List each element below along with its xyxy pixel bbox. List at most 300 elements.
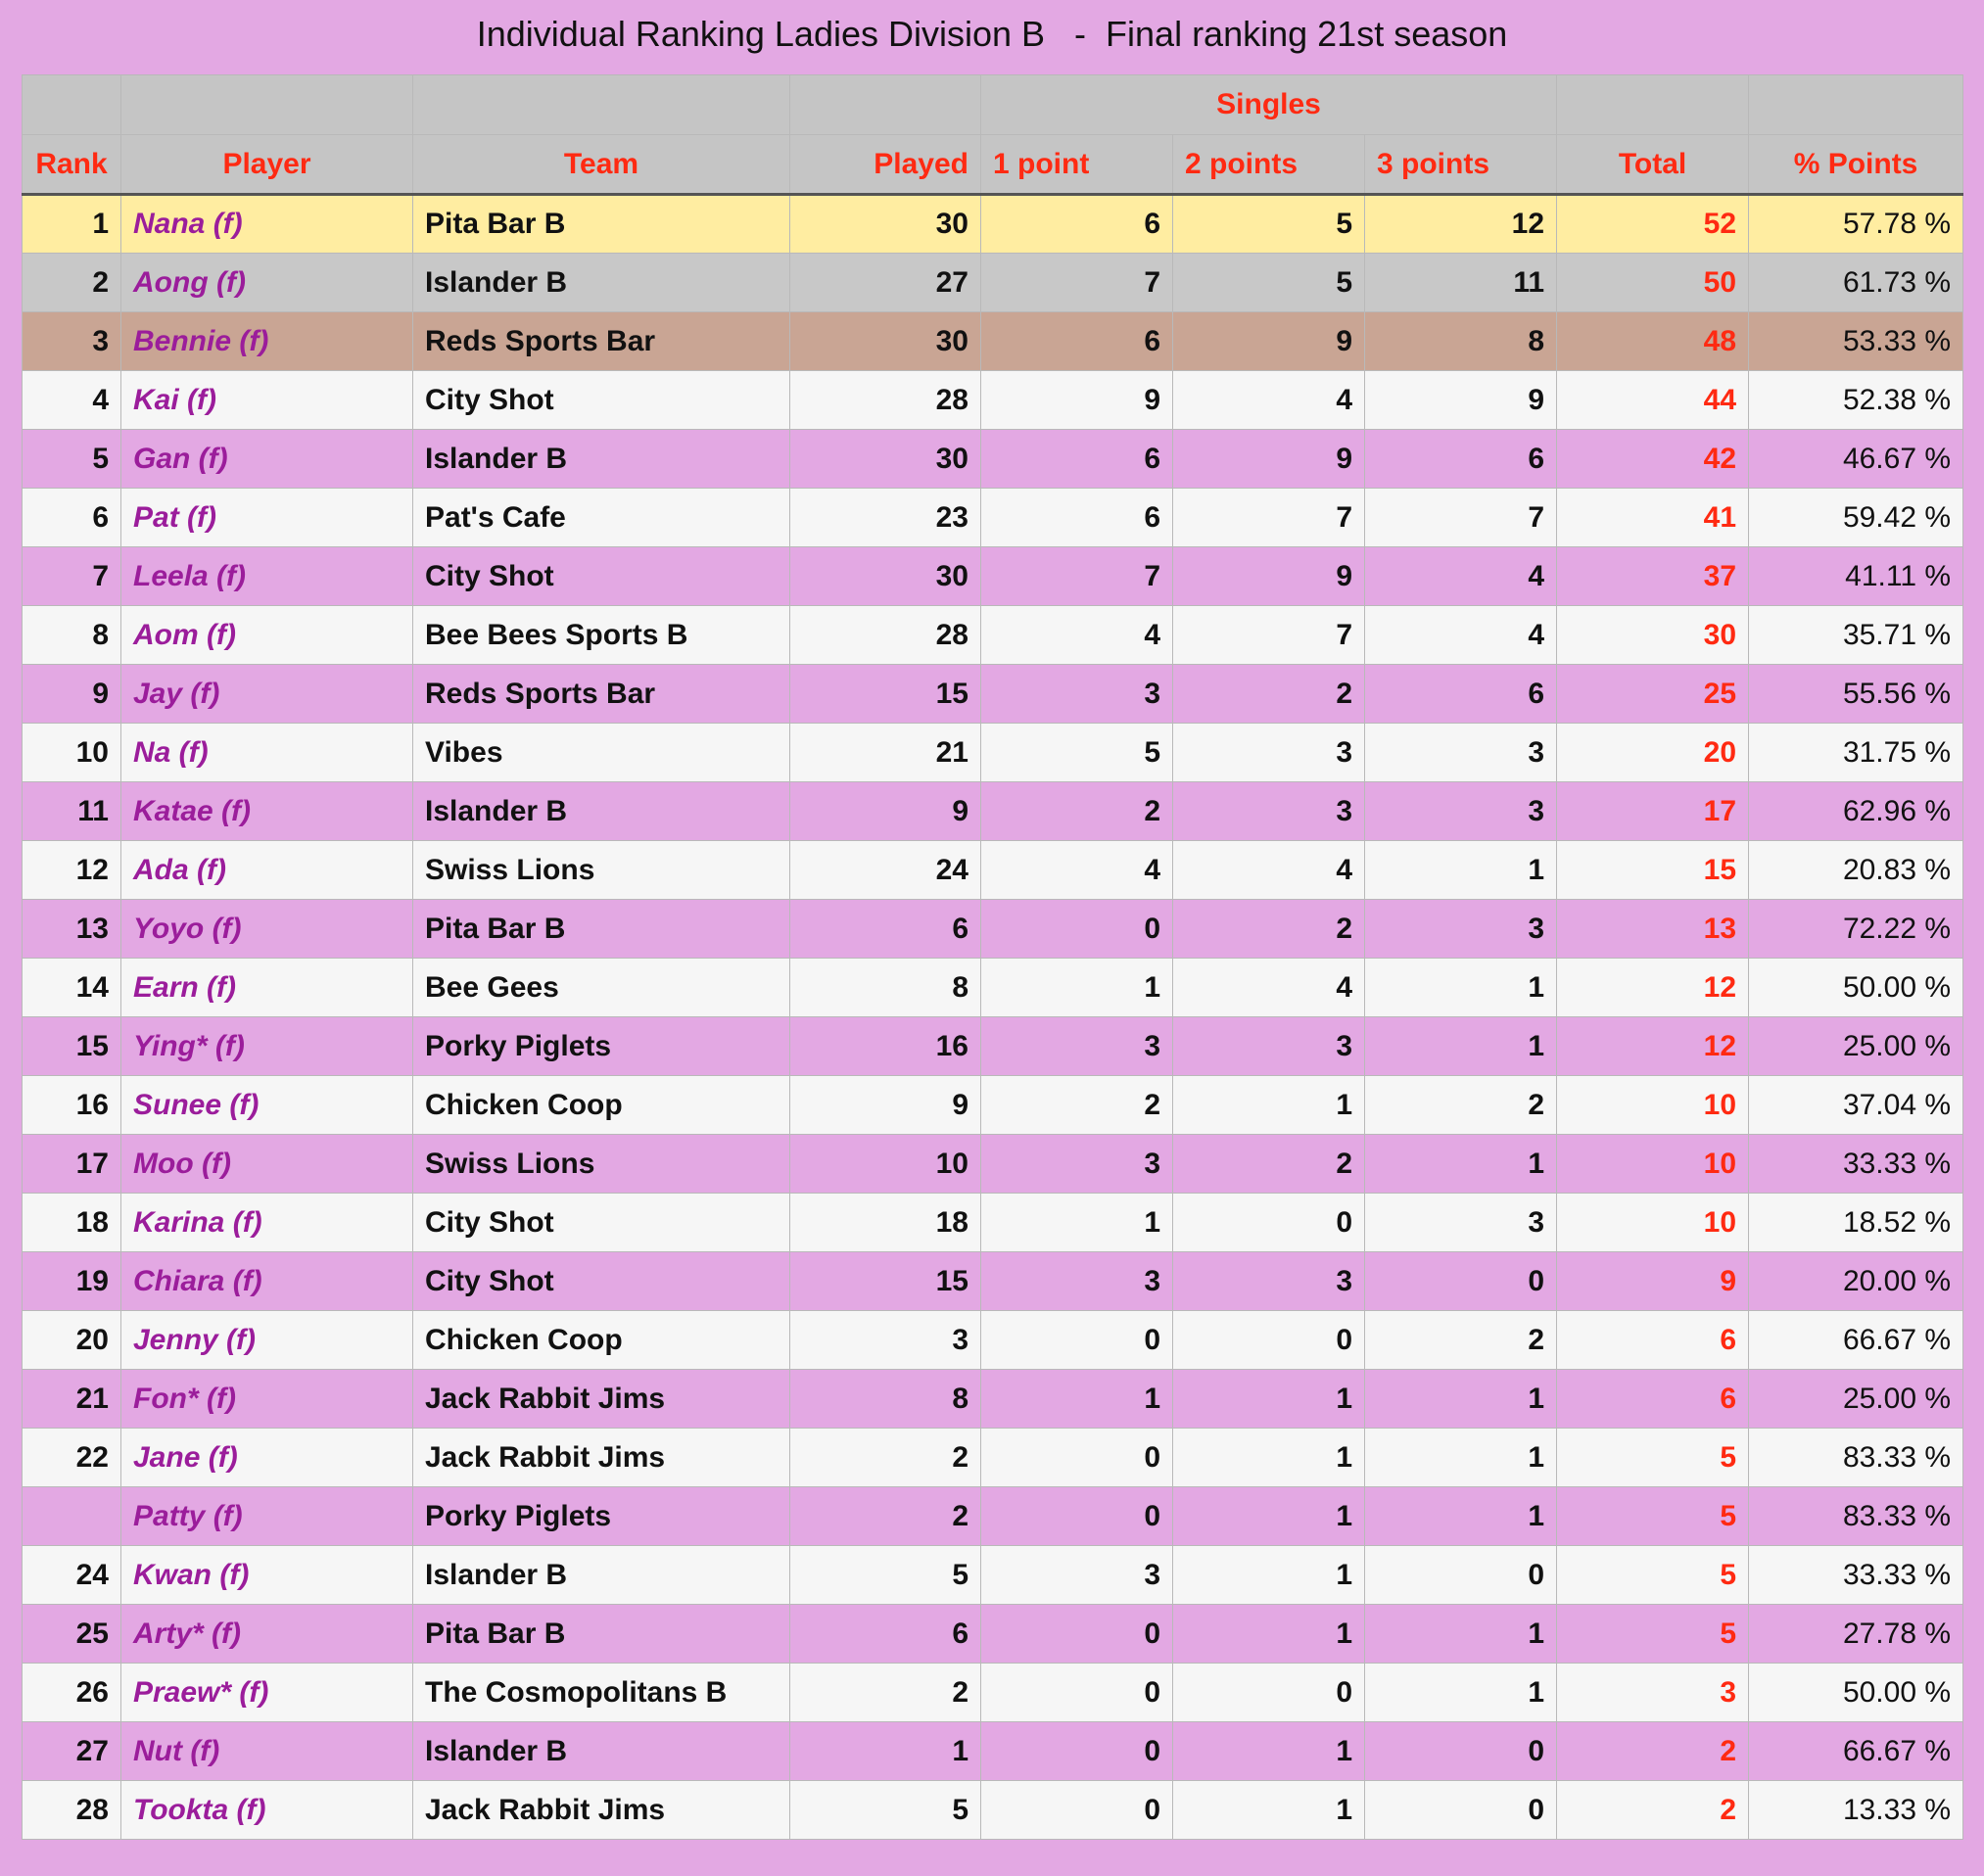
group-header-empty <box>790 75 981 135</box>
table-row <box>23 489 1963 547</box>
one-point-cell: 0 <box>981 1311 1173 1370</box>
rank-cell: 27 <box>23 1722 121 1781</box>
team-cell: Swiss Lions <box>413 1135 790 1194</box>
one-point-cell: 6 <box>981 489 1173 547</box>
column-header-player[interactable]: Player <box>121 135 413 195</box>
total-cell: 9 <box>1557 1252 1749 1311</box>
team-cell: Jack Rabbit Jims <box>413 1429 790 1487</box>
percent-points-cell: 41.11 % <box>1749 547 1963 606</box>
two-points-cell: 1 <box>1173 1781 1365 1840</box>
one-point-cell: 2 <box>981 1076 1173 1135</box>
one-point-cell: 0 <box>981 1781 1173 1840</box>
three-points-cell: 2 <box>1365 1311 1557 1370</box>
played-cell: 30 <box>790 547 981 606</box>
rank-cell: 2 <box>23 254 121 312</box>
total-cell: 37 <box>1557 547 1749 606</box>
three-points-cell: 3 <box>1365 782 1557 841</box>
group-header-empty <box>1749 75 1963 135</box>
two-points-cell: 0 <box>1173 1664 1365 1722</box>
one-point-cell: 4 <box>981 606 1173 665</box>
total-cell: 12 <box>1557 959 1749 1017</box>
player-cell: Aong (f) <box>121 254 413 312</box>
column-header-2-points[interactable]: 2 points <box>1173 135 1365 195</box>
table-row <box>23 841 1963 900</box>
column-header-rank[interactable]: Rank <box>23 135 121 195</box>
one-point-cell: 9 <box>981 371 1173 430</box>
two-points-cell: 9 <box>1173 547 1365 606</box>
three-points-cell: 0 <box>1365 1722 1557 1781</box>
three-points-cell: 1 <box>1365 1487 1557 1546</box>
rank-cell: 7 <box>23 547 121 606</box>
table-row <box>23 1252 1963 1311</box>
column-header-1-point[interactable]: 1 point <box>981 135 1173 195</box>
played-cell: 30 <box>790 312 981 371</box>
table-row <box>23 724 1963 782</box>
rank-cell: 20 <box>23 1311 121 1370</box>
percent-points-cell: 13.33 % <box>1749 1781 1963 1840</box>
rank-cell: 5 <box>23 430 121 489</box>
three-points-cell: 1 <box>1365 1370 1557 1429</box>
one-point-cell: 3 <box>981 665 1173 724</box>
played-cell: 30 <box>790 195 981 254</box>
percent-points-cell: 20.00 % <box>1749 1252 1963 1311</box>
column-header-percent-points[interactable]: % Points <box>1749 135 1963 195</box>
one-point-cell: 2 <box>981 782 1173 841</box>
player-cell: Jay (f) <box>121 665 413 724</box>
total-cell: 6 <box>1557 1370 1749 1429</box>
ranking-table <box>22 74 1963 1840</box>
team-cell: Porky Piglets <box>413 1017 790 1076</box>
rank-cell: 13 <box>23 900 121 959</box>
table-row <box>23 1370 1963 1429</box>
table-row <box>23 1781 1963 1840</box>
page-title: Individual Ranking Ladies Division B - Final ranking 21st season <box>476 14 1508 54</box>
table-row <box>23 254 1963 312</box>
player-cell: Bennie (f) <box>121 312 413 371</box>
player-cell: Pat (f) <box>121 489 413 547</box>
team-cell: Jack Rabbit Jims <box>413 1781 790 1840</box>
played-cell: 16 <box>790 1017 981 1076</box>
total-cell: 5 <box>1557 1605 1749 1664</box>
player-cell: Kwan (f) <box>121 1546 413 1605</box>
three-points-cell: 1 <box>1365 1664 1557 1722</box>
percent-points-cell: 62.96 % <box>1749 782 1963 841</box>
played-cell: 6 <box>790 900 981 959</box>
group-header-empty <box>23 75 121 135</box>
one-point-cell: 4 <box>981 841 1173 900</box>
team-cell: City Shot <box>413 1194 790 1252</box>
played-cell: 9 <box>790 1076 981 1135</box>
total-cell: 52 <box>1557 195 1749 254</box>
three-points-cell: 4 <box>1365 606 1557 665</box>
table-row <box>23 1429 1963 1487</box>
played-cell: 18 <box>790 1194 981 1252</box>
two-points-cell: 7 <box>1173 489 1365 547</box>
table-row <box>23 1017 1963 1076</box>
player-cell: Gan (f) <box>121 430 413 489</box>
played-cell: 30 <box>790 430 981 489</box>
two-points-cell: 3 <box>1173 782 1365 841</box>
played-cell: 15 <box>790 1252 981 1311</box>
player-cell: Patty (f) <box>121 1487 413 1546</box>
three-points-cell: 3 <box>1365 724 1557 782</box>
one-point-cell: 0 <box>981 1429 1173 1487</box>
percent-points-cell: 52.38 % <box>1749 371 1963 430</box>
played-cell: 21 <box>790 724 981 782</box>
team-cell: Reds Sports Bar <box>413 312 790 371</box>
two-points-cell: 0 <box>1173 1194 1365 1252</box>
table-row <box>23 371 1963 430</box>
percent-points-cell: 27.78 % <box>1749 1605 1963 1664</box>
rank-cell: 11 <box>23 782 121 841</box>
percent-points-cell: 20.83 % <box>1749 841 1963 900</box>
total-cell: 3 <box>1557 1664 1749 1722</box>
rank-cell: 19 <box>23 1252 121 1311</box>
column-header-total[interactable]: Total <box>1557 135 1749 195</box>
one-point-cell: 5 <box>981 724 1173 782</box>
player-cell: Arty* (f) <box>121 1605 413 1664</box>
team-cell: Islander B <box>413 1546 790 1605</box>
team-cell: City Shot <box>413 1252 790 1311</box>
percent-points-cell: 50.00 % <box>1749 1664 1963 1722</box>
two-points-cell: 5 <box>1173 195 1365 254</box>
percent-points-cell: 59.42 % <box>1749 489 1963 547</box>
played-cell: 1 <box>790 1722 981 1781</box>
team-cell: Swiss Lions <box>413 841 790 900</box>
played-cell: 8 <box>790 1370 981 1429</box>
one-point-cell: 7 <box>981 254 1173 312</box>
table-row <box>23 1487 1963 1546</box>
played-cell: 2 <box>790 1429 981 1487</box>
percent-points-cell: 50.00 % <box>1749 959 1963 1017</box>
total-cell: 15 <box>1557 841 1749 900</box>
percent-points-cell: 33.33 % <box>1749 1546 1963 1605</box>
three-points-cell: 12 <box>1365 195 1557 254</box>
total-cell: 25 <box>1557 665 1749 724</box>
one-point-cell: 7 <box>981 547 1173 606</box>
table-row <box>23 1311 1963 1370</box>
player-cell: Jane (f) <box>121 1429 413 1487</box>
percent-points-cell: 33.33 % <box>1749 1135 1963 1194</box>
team-cell: City Shot <box>413 371 790 430</box>
two-points-cell: 9 <box>1173 312 1365 371</box>
percent-points-cell: 66.67 % <box>1749 1311 1963 1370</box>
table-row <box>23 1076 1963 1135</box>
rank-cell: 24 <box>23 1546 121 1605</box>
player-cell: Praew* (f) <box>121 1664 413 1722</box>
two-points-cell: 1 <box>1173 1546 1365 1605</box>
column-header-3-points[interactable]: 3 points <box>1365 135 1557 195</box>
table-row <box>23 1605 1963 1664</box>
rank-cell: 6 <box>23 489 121 547</box>
rank-cell: 10 <box>23 724 121 782</box>
team-cell: Porky Piglets <box>413 1487 790 1546</box>
team-cell: Vibes <box>413 724 790 782</box>
one-point-cell: 1 <box>981 1370 1173 1429</box>
three-points-cell: 0 <box>1365 1252 1557 1311</box>
total-cell: 2 <box>1557 1781 1749 1840</box>
rank-cell: 21 <box>23 1370 121 1429</box>
rank-cell: 28 <box>23 1781 121 1840</box>
rank-cell: 1 <box>23 195 121 254</box>
percent-points-cell: 18.52 % <box>1749 1194 1963 1252</box>
table-row <box>23 1722 1963 1781</box>
column-header-row <box>23 135 1963 195</box>
percent-points-cell: 61.73 % <box>1749 254 1963 312</box>
percent-points-cell: 66.67 % <box>1749 1722 1963 1781</box>
group-header-empty <box>1557 75 1749 135</box>
two-points-cell: 9 <box>1173 430 1365 489</box>
team-cell: City Shot <box>413 547 790 606</box>
two-points-cell: 1 <box>1173 1076 1365 1135</box>
two-points-cell: 1 <box>1173 1487 1365 1546</box>
table-row <box>23 547 1963 606</box>
total-cell: 5 <box>1557 1429 1749 1487</box>
total-cell: 50 <box>1557 254 1749 312</box>
three-points-cell: 9 <box>1365 371 1557 430</box>
two-points-cell: 2 <box>1173 1135 1365 1194</box>
played-cell: 6 <box>790 1605 981 1664</box>
percent-points-cell: 25.00 % <box>1749 1370 1963 1429</box>
table-row <box>23 1194 1963 1252</box>
table-row <box>23 312 1963 371</box>
player-cell: Na (f) <box>121 724 413 782</box>
table-row <box>23 1135 1963 1194</box>
team-cell: Islander B <box>413 430 790 489</box>
rank-cell: 18 <box>23 1194 121 1252</box>
team-cell: Bee Gees <box>413 959 790 1017</box>
total-cell: 5 <box>1557 1546 1749 1605</box>
three-points-cell: 3 <box>1365 900 1557 959</box>
two-points-cell: 7 <box>1173 606 1365 665</box>
three-points-cell: 11 <box>1365 254 1557 312</box>
player-cell: Jenny (f) <box>121 1311 413 1370</box>
rank-cell <box>23 1487 121 1546</box>
rank-cell: 25 <box>23 1605 121 1664</box>
table-row <box>23 1664 1963 1722</box>
team-cell: Islander B <box>413 1722 790 1781</box>
player-cell: Sunee (f) <box>121 1076 413 1135</box>
table-row <box>23 195 1963 254</box>
percent-points-cell: 55.56 % <box>1749 665 1963 724</box>
total-cell: 12 <box>1557 1017 1749 1076</box>
one-point-cell: 3 <box>981 1546 1173 1605</box>
one-point-cell: 0 <box>981 1664 1173 1722</box>
player-cell: Kai (f) <box>121 371 413 430</box>
three-points-cell: 8 <box>1365 312 1557 371</box>
played-cell: 24 <box>790 841 981 900</box>
percent-points-cell: 35.71 % <box>1749 606 1963 665</box>
three-points-cell: 4 <box>1365 547 1557 606</box>
player-cell: Yoyo (f) <box>121 900 413 959</box>
played-cell: 15 <box>790 665 981 724</box>
team-cell: Pita Bar B <box>413 900 790 959</box>
rank-cell: 16 <box>23 1076 121 1135</box>
rank-cell: 8 <box>23 606 121 665</box>
two-points-cell: 1 <box>1173 1429 1365 1487</box>
rank-cell: 3 <box>23 312 121 371</box>
percent-points-cell: 25.00 % <box>1749 1017 1963 1076</box>
player-cell: Ada (f) <box>121 841 413 900</box>
one-point-cell: 3 <box>981 1135 1173 1194</box>
played-cell: 2 <box>790 1664 981 1722</box>
played-cell: 9 <box>790 782 981 841</box>
two-points-cell: 3 <box>1173 1252 1365 1311</box>
column-header-played[interactable]: Played <box>790 135 981 195</box>
played-cell: 8 <box>790 959 981 1017</box>
table-row <box>23 606 1963 665</box>
total-cell: 10 <box>1557 1076 1749 1135</box>
singles-group-header: Singles <box>981 75 1557 135</box>
player-cell: Leela (f) <box>121 547 413 606</box>
total-cell: 10 <box>1557 1194 1749 1252</box>
three-points-cell: 1 <box>1365 1429 1557 1487</box>
team-cell: Chicken Coop <box>413 1311 790 1370</box>
three-points-cell: 6 <box>1365 430 1557 489</box>
total-cell: 13 <box>1557 900 1749 959</box>
one-point-cell: 6 <box>981 430 1173 489</box>
three-points-cell: 3 <box>1365 1194 1557 1252</box>
group-header-empty <box>121 75 413 135</box>
one-point-cell: 0 <box>981 1487 1173 1546</box>
total-cell: 2 <box>1557 1722 1749 1781</box>
player-cell: Nut (f) <box>121 1722 413 1781</box>
one-point-cell: 1 <box>981 1194 1173 1252</box>
team-cell: Bee Bees Sports B <box>413 606 790 665</box>
two-points-cell: 0 <box>1173 1311 1365 1370</box>
three-points-cell: 6 <box>1365 665 1557 724</box>
total-cell: 44 <box>1557 371 1749 430</box>
played-cell: 5 <box>790 1781 981 1840</box>
one-point-cell: 0 <box>981 900 1173 959</box>
two-points-cell: 1 <box>1173 1722 1365 1781</box>
three-points-cell: 1 <box>1365 1135 1557 1194</box>
percent-points-cell: 57.78 % <box>1749 195 1963 254</box>
rank-cell: 14 <box>23 959 121 1017</box>
two-points-cell: 1 <box>1173 1370 1365 1429</box>
total-cell: 17 <box>1557 782 1749 841</box>
total-cell: 48 <box>1557 312 1749 371</box>
rank-cell: 12 <box>23 841 121 900</box>
three-points-cell: 0 <box>1365 1546 1557 1605</box>
team-cell: Pita Bar B <box>413 1605 790 1664</box>
table-row <box>23 665 1963 724</box>
three-points-cell: 0 <box>1365 1781 1557 1840</box>
group-header-empty <box>413 75 790 135</box>
player-cell: Moo (f) <box>121 1135 413 1194</box>
player-cell: Nana (f) <box>121 195 413 254</box>
player-cell: Katae (f) <box>121 782 413 841</box>
two-points-cell: 3 <box>1173 724 1365 782</box>
group-header-row <box>23 75 1963 135</box>
rank-cell: 9 <box>23 665 121 724</box>
total-cell: 30 <box>1557 606 1749 665</box>
three-points-cell: 1 <box>1365 841 1557 900</box>
one-point-cell: 3 <box>981 1017 1173 1076</box>
table-row <box>23 900 1963 959</box>
three-points-cell: 2 <box>1365 1076 1557 1135</box>
percent-points-cell: 31.75 % <box>1749 724 1963 782</box>
total-cell: 5 <box>1557 1487 1749 1546</box>
total-cell: 41 <box>1557 489 1749 547</box>
player-cell: Tookta (f) <box>121 1781 413 1840</box>
team-cell: Islander B <box>413 254 790 312</box>
played-cell: 23 <box>790 489 981 547</box>
two-points-cell: 4 <box>1173 959 1365 1017</box>
played-cell: 2 <box>790 1487 981 1546</box>
rank-cell: 22 <box>23 1429 121 1487</box>
team-cell: Pita Bar B <box>413 195 790 254</box>
played-cell: 3 <box>790 1311 981 1370</box>
played-cell: 28 <box>790 371 981 430</box>
two-points-cell: 2 <box>1173 665 1365 724</box>
player-cell: Karina (f) <box>121 1194 413 1252</box>
percent-points-cell: 72.22 % <box>1749 900 1963 959</box>
two-points-cell: 2 <box>1173 900 1365 959</box>
played-cell: 5 <box>790 1546 981 1605</box>
player-cell: Aom (f) <box>121 606 413 665</box>
player-cell: Chiara (f) <box>121 1252 413 1311</box>
one-point-cell: 1 <box>981 959 1173 1017</box>
one-point-cell: 0 <box>981 1605 1173 1664</box>
rank-cell: 17 <box>23 1135 121 1194</box>
rank-cell: 15 <box>23 1017 121 1076</box>
percent-points-cell: 53.33 % <box>1749 312 1963 371</box>
player-cell: Fon* (f) <box>121 1370 413 1429</box>
team-cell: Islander B <box>413 782 790 841</box>
two-points-cell: 5 <box>1173 254 1365 312</box>
player-cell: Earn (f) <box>121 959 413 1017</box>
played-cell: 10 <box>790 1135 981 1194</box>
two-points-cell: 3 <box>1173 1017 1365 1076</box>
three-points-cell: 7 <box>1365 489 1557 547</box>
table-body <box>23 195 1963 1840</box>
column-header-team[interactable]: Team <box>413 135 790 195</box>
played-cell: 28 <box>790 606 981 665</box>
table-row <box>23 1546 1963 1605</box>
three-points-cell: 1 <box>1365 1017 1557 1076</box>
table-row <box>23 430 1963 489</box>
two-points-cell: 4 <box>1173 371 1365 430</box>
three-points-cell: 1 <box>1365 959 1557 1017</box>
team-cell: The Cosmopolitans B <box>413 1664 790 1722</box>
two-points-cell: 4 <box>1173 841 1365 900</box>
team-cell: Chicken Coop <box>413 1076 790 1135</box>
table-row <box>23 782 1963 841</box>
team-cell: Reds Sports Bar <box>413 665 790 724</box>
played-cell: 27 <box>790 254 981 312</box>
total-cell: 6 <box>1557 1311 1749 1370</box>
total-cell: 10 <box>1557 1135 1749 1194</box>
one-point-cell: 6 <box>981 195 1173 254</box>
team-cell: Jack Rabbit Jims <box>413 1370 790 1429</box>
percent-points-cell: 83.33 % <box>1749 1487 1963 1546</box>
table-row <box>23 959 1963 1017</box>
percent-points-cell: 46.67 % <box>1749 430 1963 489</box>
percent-points-cell: 83.33 % <box>1749 1429 1963 1487</box>
rank-cell: 26 <box>23 1664 121 1722</box>
total-cell: 42 <box>1557 430 1749 489</box>
one-point-cell: 0 <box>981 1722 1173 1781</box>
total-cell: 20 <box>1557 724 1749 782</box>
one-point-cell: 3 <box>981 1252 1173 1311</box>
rank-cell: 4 <box>23 371 121 430</box>
one-point-cell: 6 <box>981 312 1173 371</box>
team-cell: Pat's Cafe <box>413 489 790 547</box>
percent-points-cell: 37.04 % <box>1749 1076 1963 1135</box>
player-cell: Ying* (f) <box>121 1017 413 1076</box>
two-points-cell: 1 <box>1173 1605 1365 1664</box>
